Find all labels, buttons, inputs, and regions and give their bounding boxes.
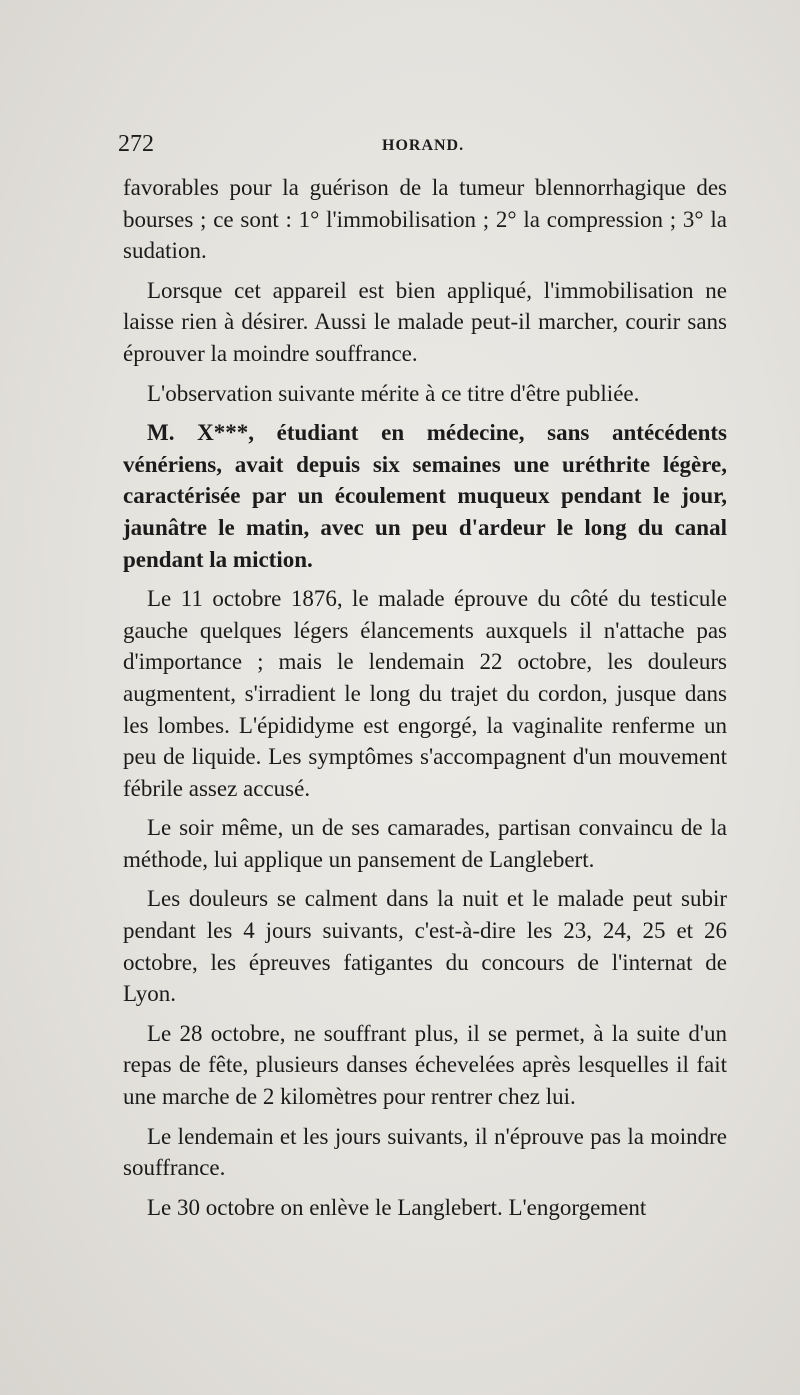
paragraph: Le lendemain et les jours suivants, il n'éprouve pas la moindre souffrance. — [123, 1123, 727, 1181]
page-number: 272 — [118, 131, 154, 157]
paragraph: Le soir même, un de ses camarades, partisan convaincu de la méthode, lui applique un pansement de Langlebert. — [123, 815, 727, 872]
paragraph: Les douleurs se calment dans la nuit et le malade peut subir pendant les 4 jours suivants, c'est-à-dire les 23, 24, 25 et 26 octobre, les épreuves fatigantes du concours de l'internat de Lyon. — [123, 886, 727, 1007]
paragraph-continuation: favorables pour la guérison de la tumeur blennorrhagique des bourses ; ce sont : 1° l'immobilisation ; 2° la compression ; 3° la sudation. — [123, 175, 727, 264]
observation-paragraph: M. X***, étudiant en médecine, sans antécédents vénériens, avait depuis six semaines une uréthrite légère, caractérisée par un écoulement muqueux pendant le jour, jaunâtre le matin, avec un peu d'ardeur le long du canal pendant la miction. — [123, 420, 727, 572]
paragraph: L'observation suivante mérite à ce titre d'être publiée. — [147, 380, 640, 406]
paragraph: Lorsque cet appareil est bien appliqué, l'immobilisation ne laisse rien à désirer. Aussi le malade peut-il marcher, courir sans éprouver la moindre souffrance. — [123, 277, 727, 366]
paragraph: Le 30 octobre on enlève le Langlebert. L'engorgement — [147, 1194, 647, 1220]
body-text — [123, 172, 727, 1231]
paragraph: Le 11 octobre 1876, le malade éprouve du côté du testicule gauche quelques légers élancements auxquels il n'attache pas d'importance ; mais le lendemain 22 octobre, les douleurs augmentent, s'irradient le long du trajet du cordon, jusque dans les lombes. L'épididyme est engorgé, la vaginalite renferme un peu de liquide. Les symptômes s'accompagnent d'un mouvement fébrile assez accusé. — [123, 586, 727, 801]
paragraph: Le 28 octobre, ne souffrant plus, il se permet, à la suite d'un repas de fête, plusieurs danses échevelées après lesquelles il fait une marche de 2 kilomètres pour rentrer chez lui. — [123, 1020, 727, 1110]
running-head — [118, 131, 728, 161]
running-title: HORAND. — [382, 137, 465, 154]
